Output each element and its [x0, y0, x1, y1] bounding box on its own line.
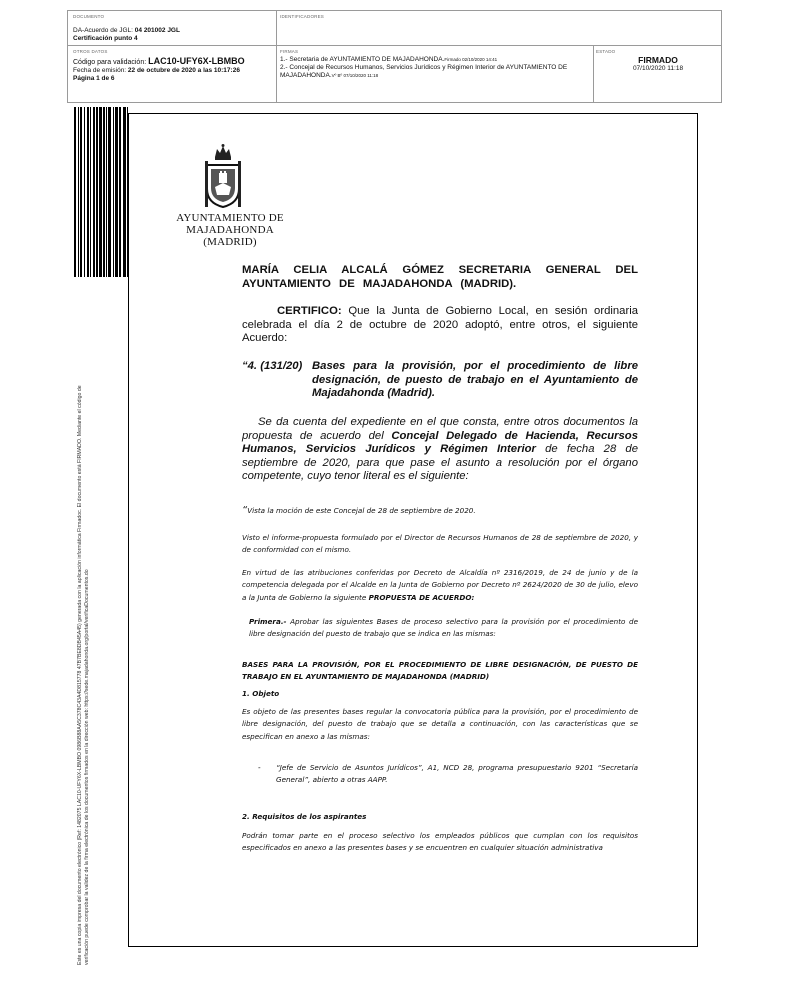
- document-heading: MARÍA CELIA ALCALÁ GÓMEZ SECRETARIA GENERAL DEL AYUNTAMIENTO DE MAJADAHONDA (MADRID).: [242, 264, 638, 290]
- documento-line1: DA-Acuerdo de JGL: 04 201002 JGL: [73, 27, 180, 34]
- visto-informe: Visto el informe-propuesta formulado por el Director de Recursos Humanos de 28 de septiembre de 2020, y de conformidad con el mismo.: [242, 533, 638, 555]
- documento-label: DOCUMENTO: [73, 14, 105, 19]
- barcode-bar: [84, 107, 85, 277]
- barcode-bar: [113, 107, 114, 277]
- vista-mocion: “Vista la moción de este Concejal de 28 de septiembre de 2020.: [242, 505, 476, 516]
- town-letterhead: [165, 212, 295, 248]
- otros-datos-label: OTROS DATOS: [73, 49, 108, 54]
- town-line3: (MADRID): [203, 236, 257, 248]
- puesto-list-item: - “Jefe de Servicio de Asuntos Jurídicos”, A1, NCD 28, programa presupuestario 9201 “Secretaría General”, abierto a otras AAPP.: [258, 763, 638, 785]
- barcode-bar: [106, 107, 107, 277]
- side-text-line2: verificación puede comprobar la validez de la firma electrónica de los documentos firmados en la dirección web: https://sede.majadahonda.org/portal/verificaDocumentos.do: [83, 569, 90, 965]
- town-line1: AYUNTAMIENTO DE: [176, 212, 284, 224]
- codigo-value[interactable]: LAC10-UFY6X-LBMBO: [148, 56, 245, 66]
- firma-2: 2.- Concejal de Recursos Humanos, Servicios Jurídicos y Régimen Interior de AYUNTAMIENTO DE MAJADAHONDA.Vº Bº 07/10/2020 11:18: [280, 64, 568, 79]
- barcode-bar: [74, 107, 76, 277]
- agenda-item: [242, 360, 638, 401]
- barcode-bar: [123, 107, 126, 277]
- barcode-bar: [119, 107, 121, 277]
- estado-value: FIRMADO: [638, 55, 678, 65]
- firma-1: 1.- Secretaria de AYUNTAMIENTO DE MAJADAHONDA.Firmado 02/10/2020 14:41: [280, 56, 498, 63]
- certifico-paragraph: CERTIFICO: Que la Junta de Gobierno Local, en sesión ordinaria celebrada el día 2 de octubre de 2020 adoptó, entre otros, el siguiente Acuerdo:: [242, 305, 638, 344]
- otros-datos-section: [73, 49, 273, 83]
- item-title: Bases para la provisión, por el procedimiento de libre designación, de puesto de trabajo en el Ayuntamiento de Majadahonda (Madrid).: [312, 360, 638, 399]
- dacuenta-paragraph: Se da cuenta del expediente en el que consta, entre otros documentos la propuesta de acuerdo del Concejal Delegado de Hacienda, Recursos Humanos, Servicios Jurídicos y Régimen Interior de fecha 28 de septiembre de 2020, para que pase el asunto a resolución por el órgano competente, cuyo tenor literal es el siguiente:: [242, 416, 638, 482]
- side-text-line1: Este es una copia impresa del documento electrónico (Ref: 1482075 LAC10-UFY6X-LBMBO 0986B88AA5C378C43A4D815778 47B7BE8DB45A45) generada con la aplicación informática Firmadoc. El documento está FIRMADO. Mediante el código de: [77, 385, 83, 965]
- barcode-bar: [103, 107, 105, 277]
- estado-section: [596, 49, 720, 72]
- objeto-paragraph: Es objeto de las presentes bases regular la convocatoria pública para la provisión, por el procedimiento de libre designación, del puesto de trabajo que se detalla a continuación, con las características que se especifican en anexo a las mismas:: [242, 707, 638, 741]
- barcode: [74, 107, 130, 277]
- documento-line2: Certificación punto 4: [73, 35, 138, 42]
- pagina-info: Página 1 de 6: [73, 75, 115, 82]
- atribuciones-paragraph: En virtud de las atribuciones conferidas por Decreto de Alcaldía nº 2316/2019, de 24 de junio y de la competencia delegada por el Alcalde en la Junta de Gobierno por Decreto nº 2624/2020 de 30 de julio, elevo a la Junta de Gobierno la siguiente PROPUESTA DE ACUERDO:: [242, 568, 638, 602]
- estado-date: 07/10/2020 11:18: [632, 65, 684, 72]
- town-line2: MAJADAHONDA: [186, 224, 274, 236]
- barcode-bar: [99, 107, 102, 277]
- verification-side-text: [77, 305, 90, 965]
- section-requisitos: 2. Requisitos de los aspirantes: [242, 812, 367, 821]
- firmas-section: [280, 49, 590, 80]
- barcode-bar: [93, 107, 95, 277]
- barcode-bar: [108, 107, 111, 277]
- codigo-validacion: Código para validación: LAC10-UFY6X-LBMBO: [73, 56, 245, 66]
- bases-title: BASES PARA LA PROVISIÓN, POR EL PROCEDIMIENTO DE LIBRE DESIGNACIÓN, DE PUESTO DE TRABAJO EN EL AYUNTAMIENTO DE MAJADAHONDA (MADRID): [242, 660, 638, 682]
- header-divider: [276, 11, 277, 102]
- coat-of-arms-icon: [203, 143, 243, 211]
- barcode-bar: [78, 107, 79, 277]
- header-divider: [593, 45, 594, 102]
- barcode-bar: [80, 107, 82, 277]
- section-objeto: 1. Objeto: [242, 689, 280, 698]
- fecha-emision: Fecha de emisión: 22 de octubre de 2020 a las 10:17:26: [73, 67, 240, 74]
- item-number: “4. (131/20): [242, 360, 303, 372]
- requisitos-paragraph: Podrán tomar parte en el proceso selectivo los empleados públicos que cumplan con los requisitos especificados en anexo a las presentes bases y se encuentren en cualquier situación administrativa: [242, 831, 638, 853]
- certifico-label: CERTIFICO:: [277, 305, 342, 317]
- barcode-bar: [87, 107, 89, 277]
- identificadores-label: IDENTIFICADORES: [280, 14, 325, 19]
- identificadores-section: [280, 14, 324, 19]
- barcode-bar: [96, 107, 98, 277]
- firmas-label: FIRMAS: [280, 49, 299, 54]
- primera-paragraph: Primera.- Aprobar las siguientes Bases de proceso selectivo para la provisión por el procedimiento de libre designación del puesto de trabajo que se indica en las mismas:: [249, 617, 638, 639]
- document-header: [67, 10, 722, 103]
- documento-section: [73, 14, 180, 43]
- barcode-bar: [90, 107, 91, 277]
- estado-label: ESTADO: [596, 49, 616, 54]
- header-divider: [68, 45, 721, 46]
- barcode-bar: [115, 107, 118, 277]
